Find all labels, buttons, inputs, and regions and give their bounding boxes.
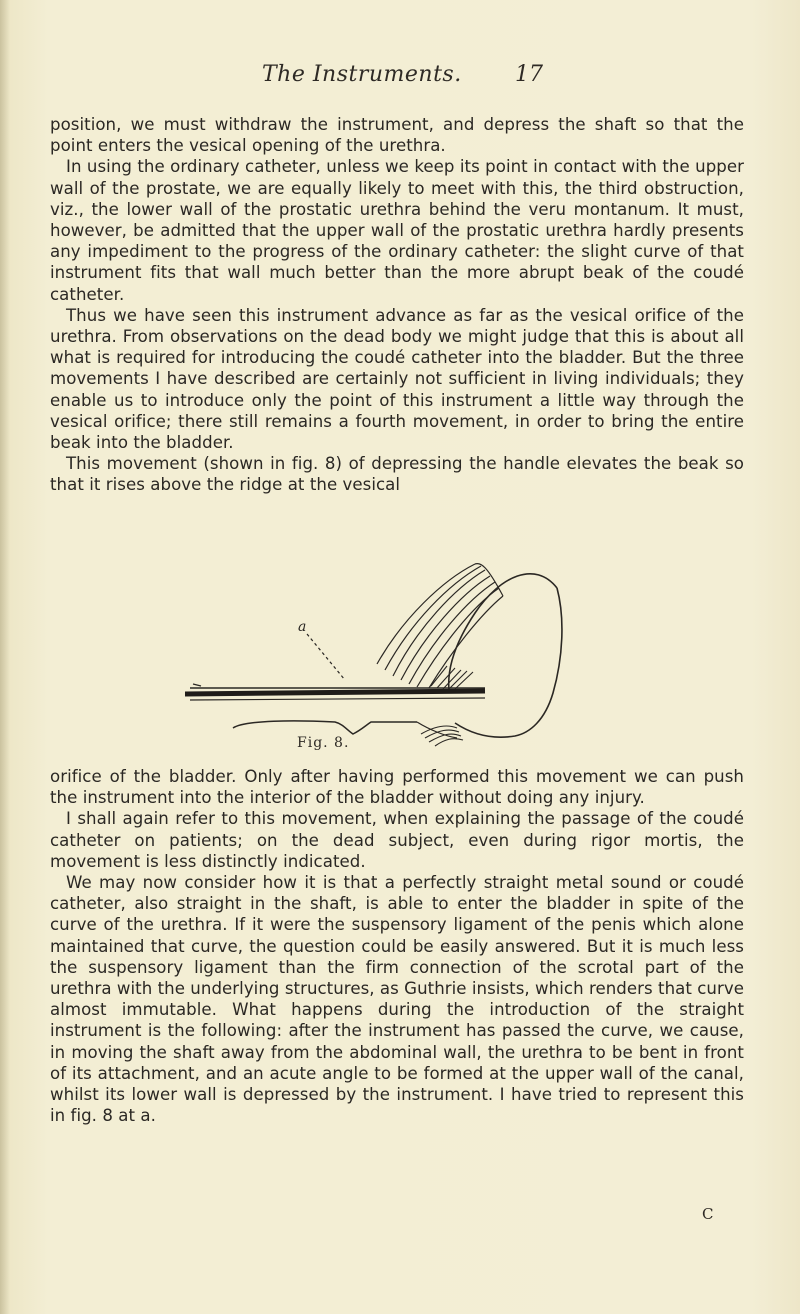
body-text-bottom: [50, 766, 744, 1126]
paragraph: orifice of the bladder. Only after having performed this movement we can push the instrument into the interior of the bladder without doing any injury.: [50, 767, 744, 808]
page-header: [0, 62, 800, 92]
urethra-wall-lower: [190, 698, 485, 700]
running-title: The Instruments.: [262, 62, 462, 87]
bladder-outline-right: [455, 588, 562, 737]
paragraph: In using the ordinary catheter, unless we keep its point in contact with the upper wall of the prostate, we are equally likely to meet with this, the third obstruction, viz., the lower wall of the prostatic urethra behind the veru montanum. It must, however, be admitted that the upper wall of the prostatic urethra hardly presents any impediment to the progress of the ordinary catheter: the slight curve of that instrument fits that wall much better than the more abrupt beak of the coudé catheter.: [50, 157, 744, 304]
urethra-floor-line: [233, 721, 417, 734]
body-text-top: [50, 114, 744, 496]
figure-caption: Fig. 8.: [297, 735, 350, 751]
paragraph: I shall again refer to this movement, when explaining the passage of the coudé catheter on patients; on the dead subject, even during rigor mortis, the movement is less distinctly indicated.: [50, 809, 744, 871]
paragraph: position, we must withdraw the instrument, and depress the shaft so that the point enters the vesical opening of the urethra.: [50, 115, 744, 156]
figure-label-a: a: [298, 619, 307, 635]
paragraph: Thus we have seen this instrument advance as far as the vesical orifice of the urethra. From observations on the dead body we might judge that this is about all what is required for introducing the coudé catheter into the bladder. But the three movements I have described are certainly not sufficient in living individuals; they enable us to introduce only the point of this instrument a little way through the vesical orifice; there still remains a fourth movement, in order to bring the entire beak into the bladder.: [50, 305, 744, 453]
paragraph: We may now consider how it is that a perfectly straight metal sound or coudé catheter, also straight in the shaft, is able to enter the bladder in spite of the curve of the urethra. If it were the suspensory ligament of the penis which alone maintained that curve, the question could be easily answered. But it is much less the suspensory ligament than the firm connection of the scrotal part of the urethra with the underlying structures, as Guthrie insists, which renders that curve almost immutable. What happens during the introduction of the straight instrument is the following: after the instrument has passed the curve, we cause, in moving the shaft away from the abdominal wall, the urethra to be bent in front of its attachment, and an acute angle to be formed at the upper wall of the canal, whilst its lower wall is depressed by the instrument. I have tried to represent this in fig. 8 at a.: [50, 873, 744, 1126]
lower-tissue-hatching: [421, 666, 473, 746]
catheter-tip-mark: [193, 684, 201, 686]
catheter-shaft: [185, 691, 485, 694]
page-edge-shadow: [0, 0, 10, 1314]
paragraph: This movement (shown in fig. 8) of depressing the handle elevates the beak so that it rises above the ridge at the vesical: [50, 454, 744, 495]
page-number: 17: [515, 62, 543, 87]
prostate-hatching: [377, 564, 503, 688]
signature-mark: C: [702, 1205, 714, 1223]
figure-8-illustration: [185, 558, 575, 758]
catheter-diagram: [185, 558, 575, 758]
angle-indicator-line: [307, 634, 345, 680]
